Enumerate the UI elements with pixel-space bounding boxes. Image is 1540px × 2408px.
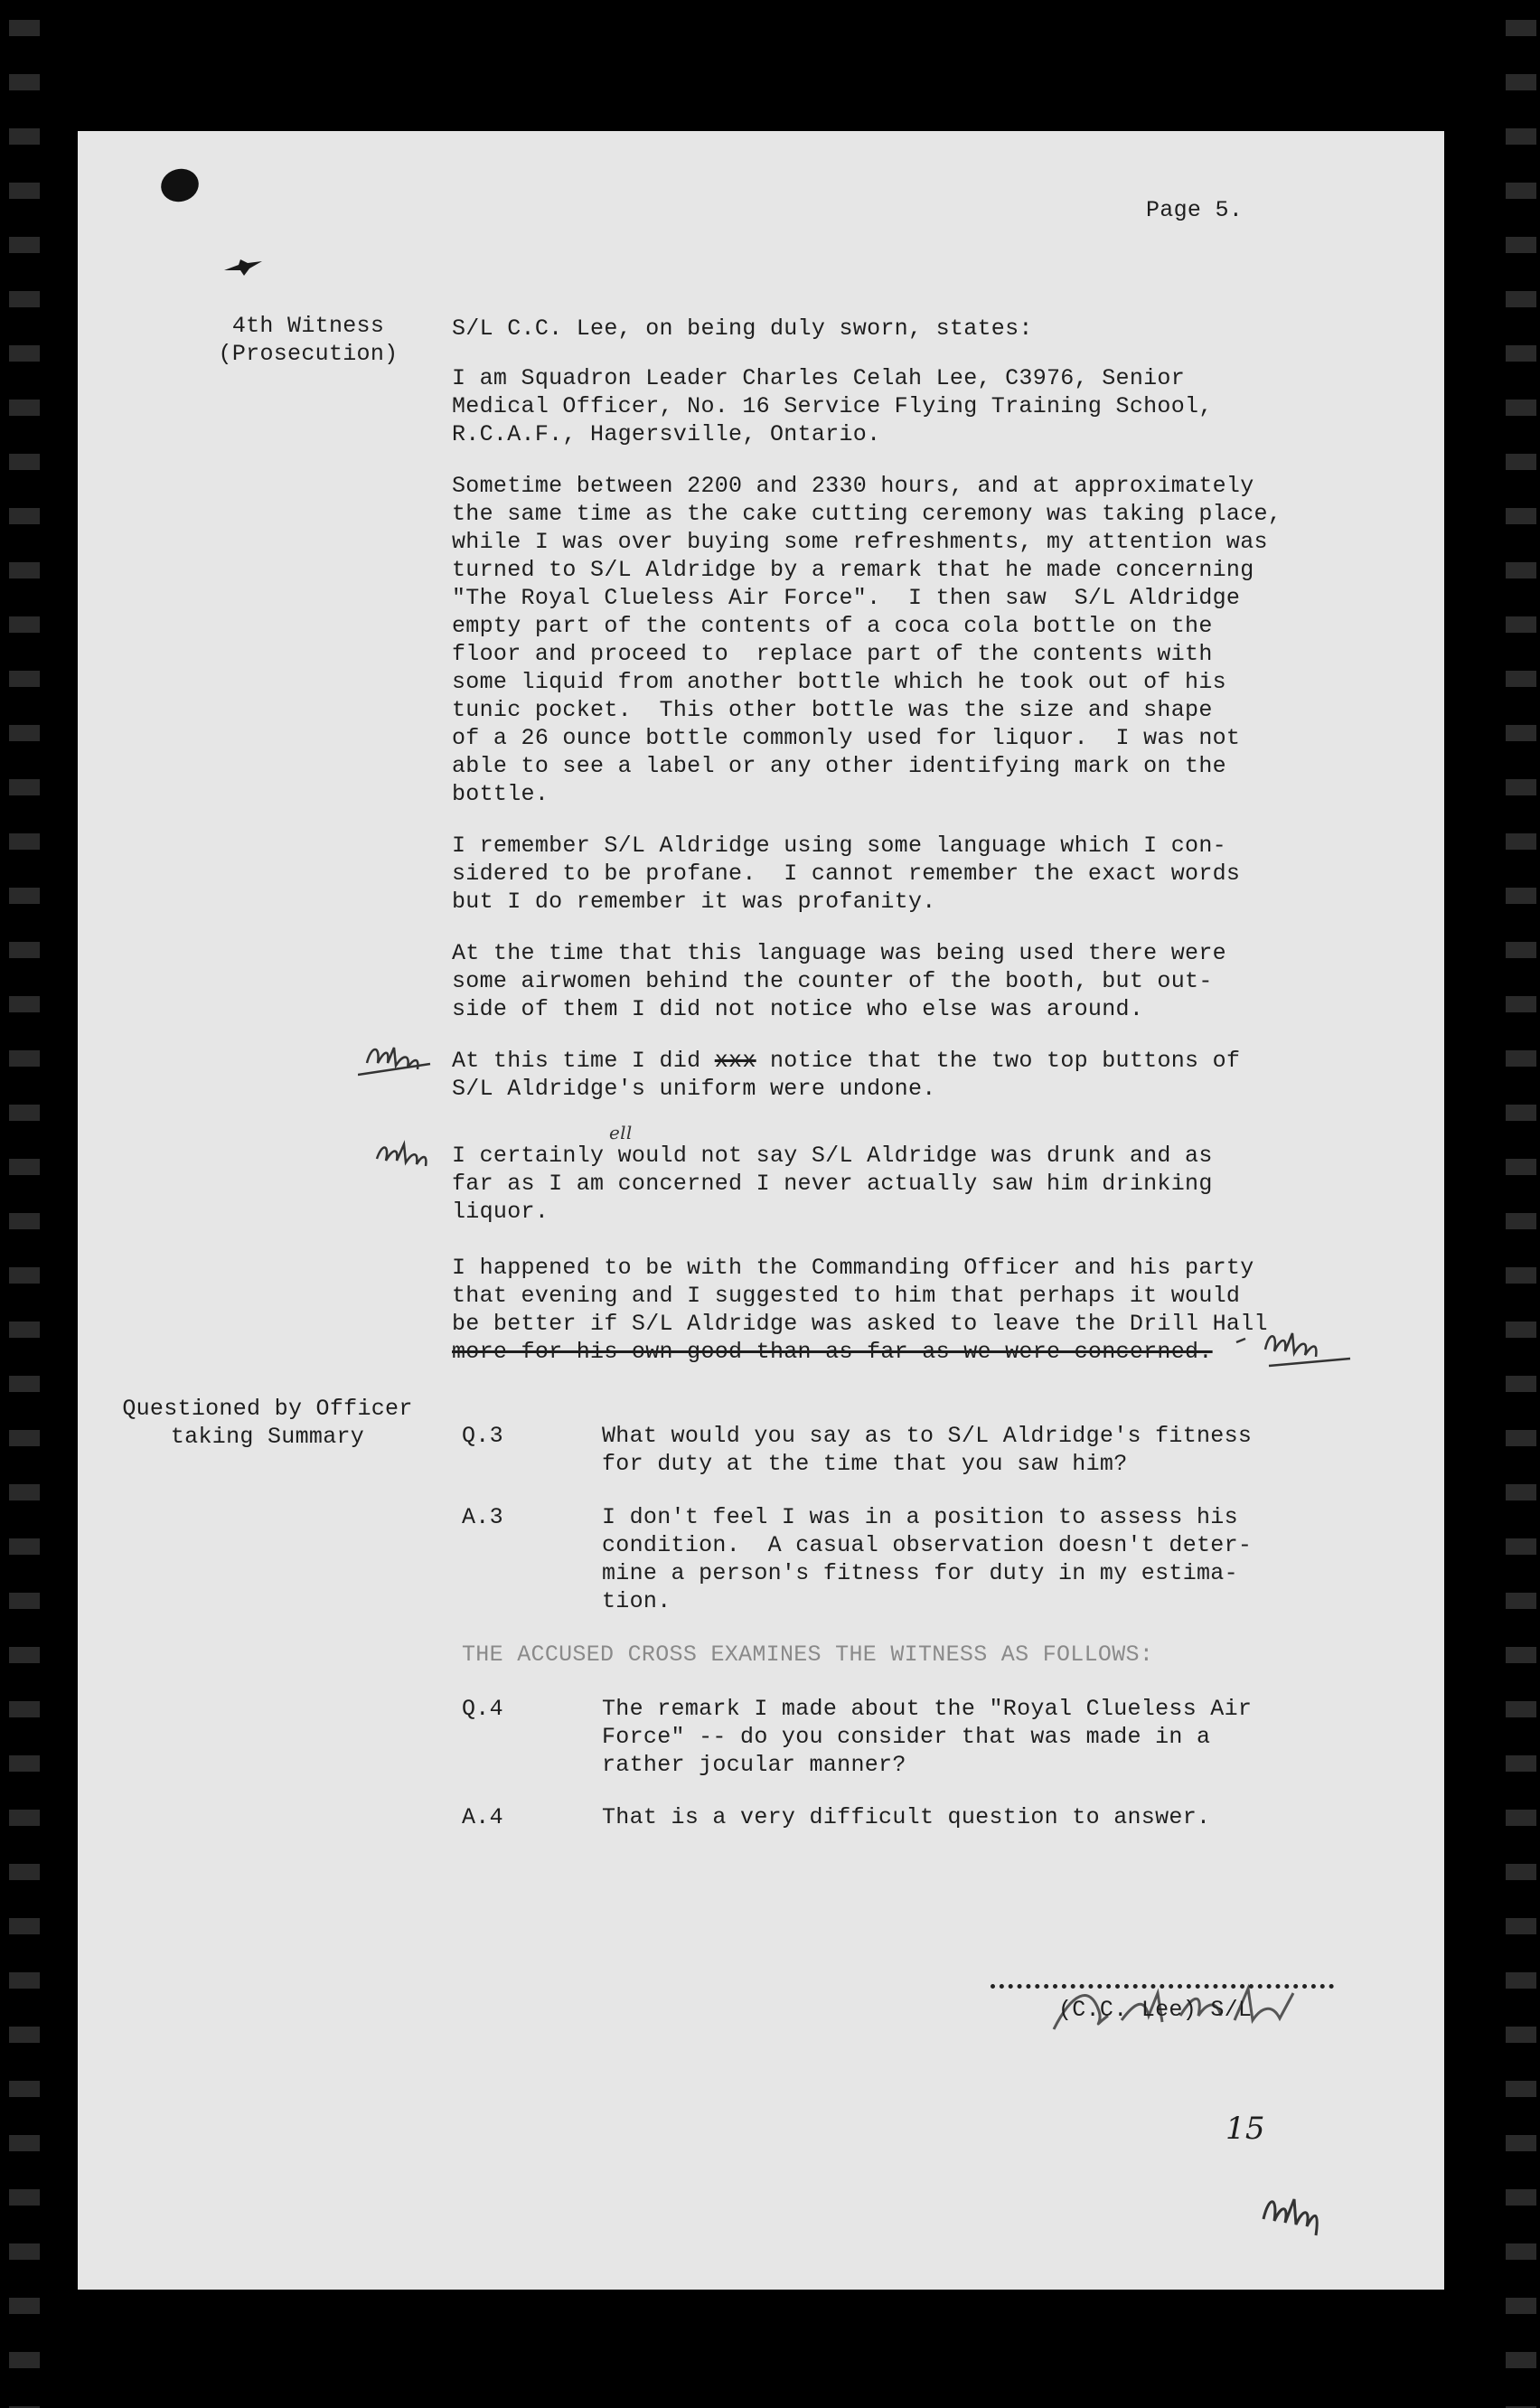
qa-line: What would you say as to S/L Aldridge's fitness bbox=[602, 1423, 1253, 1449]
paragraph-line-with-correction bbox=[452, 1047, 1240, 1075]
paragraph-line: tunic pocket. This other bottle was the size and shape bbox=[452, 697, 1213, 723]
document-page bbox=[78, 131, 1444, 2290]
paragraph-line: of a 26 ounce bottle commonly used for liquor. I was not bbox=[452, 725, 1241, 751]
punch-hole-mark bbox=[157, 165, 202, 206]
qa-line: tion. bbox=[602, 1588, 671, 1614]
handwritten-insert: ell bbox=[609, 1122, 633, 1143]
qa-line: mine a person's fitness for duty in my estima- bbox=[602, 1560, 1238, 1586]
text-run: notice that the two top buttons of bbox=[756, 1048, 1241, 1074]
qa-line: That is a very difficult question to answer. bbox=[602, 1804, 1211, 1830]
paragraph-line: "The Royal Clueless Air Force". I then saw S/L Aldridge bbox=[452, 585, 1241, 611]
paragraph-line: some liquid from another bottle which he took out of his bbox=[452, 669, 1226, 695]
paragraph-line: S/L Aldridge's uniform were undone. bbox=[452, 1076, 936, 1102]
signature-line bbox=[991, 1984, 1334, 1989]
paragraph-line: Medical Officer, No. 16 Service Flying Training School, bbox=[452, 393, 1213, 419]
paragraph-line: but I do remember it was profanity. bbox=[452, 889, 936, 915]
paragraph-line: turned to S/L Aldridge by a remark that he made concerning bbox=[452, 557, 1254, 583]
witness-label-line-1: 4th Witness bbox=[231, 313, 385, 339]
paragraph-line: while I was over buying some refreshments, my attention was bbox=[452, 529, 1268, 555]
qa-tag: A.4 bbox=[462, 1804, 503, 1830]
paragraph-line: side of them I did not notice who else was around. bbox=[452, 996, 1144, 1022]
questioned-label-line-2: taking Summary bbox=[170, 1424, 365, 1450]
paragraph-line: that evening and I suggested to him that perhaps it would bbox=[452, 1283, 1241, 1309]
ink-mark bbox=[222, 258, 264, 277]
paragraph-line: floor and proceed to replace part of the contents with bbox=[452, 641, 1213, 667]
qa-tag: Q.3 bbox=[462, 1423, 503, 1449]
paragraph-line: Sometime between 2200 and 2330 hours, and at approximately bbox=[452, 473, 1254, 499]
paragraph-line: be better if S/L Aldridge was asked to leave the Drill Hall bbox=[452, 1311, 1268, 1337]
film-strip-right bbox=[1506, 0, 1536, 2408]
paragraph-line: some airwomen behind the counter of the booth, but out- bbox=[452, 968, 1213, 994]
qa-line: Force" -- do you consider that was made in a bbox=[602, 1724, 1211, 1750]
paragraph-line: I happened to be with the Commanding Officer and his party bbox=[452, 1255, 1254, 1281]
paragraph-line: the same time as the cake cutting ceremony was taking place, bbox=[452, 501, 1282, 527]
paragraph-line: liquor. bbox=[452, 1199, 549, 1225]
witness-label-line-2: (Prosecution) bbox=[218, 341, 399, 367]
paragraph-line: far as I am concerned I never actually saw him drinking bbox=[452, 1171, 1213, 1197]
cross-examination-heading: THE ACCUSED CROSS EXAMINES THE WITNESS AS FOLLOWS: bbox=[462, 1641, 1154, 1668]
paragraph-line: able to see a label or any other identifying mark on the bbox=[452, 753, 1226, 779]
paragraph-line: empty part of the contents of a coca cola bottle on the bbox=[452, 613, 1213, 639]
page-number: Page 5. bbox=[1146, 197, 1244, 223]
qa-tag: Q.4 bbox=[462, 1696, 503, 1722]
paragraph-line: I remember S/L Aldridge using some language which I con- bbox=[452, 832, 1226, 859]
handwritten-initials bbox=[371, 1139, 444, 1175]
signature-caption: (C.C. Lee) S/L bbox=[1058, 1997, 1253, 2023]
paragraph-line: At the time that this language was being used there were bbox=[452, 940, 1226, 966]
qa-tag: A.3 bbox=[462, 1504, 503, 1530]
qa-line: I don't feel I was in a position to assess his bbox=[602, 1504, 1238, 1530]
folio-number: 15 bbox=[1225, 2111, 1265, 2147]
paragraph-line: R.C.A.F., Hagersville, Ontario. bbox=[452, 421, 881, 447]
paragraph-line: bottle. bbox=[452, 781, 549, 807]
paragraph-line: I certainly would not say S/L Aldridge was drunk and as bbox=[452, 1143, 1213, 1169]
struck-line: more for his own good than as far as we were concerned. bbox=[452, 1339, 1213, 1365]
qa-line: The remark I made about the "Royal Clueless Air bbox=[602, 1696, 1253, 1722]
handwritten-initials bbox=[1253, 2183, 1334, 2237]
text-run: At this time I did bbox=[452, 1048, 715, 1074]
witness-intro: S/L C.C. Lee, on being duly sworn, states: bbox=[452, 315, 1033, 342]
film-strip-left bbox=[9, 0, 40, 2408]
qa-line: rather jocular manner? bbox=[602, 1752, 906, 1778]
qa-line: condition. A casual observation doesn't deter- bbox=[602, 1532, 1253, 1558]
handwritten-initials bbox=[358, 1040, 439, 1077]
questioned-label-line-1: Questioned by Officer bbox=[122, 1396, 413, 1422]
qa-line: for duty at the time that you saw him? bbox=[602, 1451, 1128, 1477]
paragraph-line: sidered to be profane. I cannot remember the exact words bbox=[452, 861, 1241, 887]
handwritten-initials bbox=[1233, 1322, 1359, 1369]
struck-text: xxx bbox=[714, 1048, 756, 1074]
paragraph-line: I am Squadron Leader Charles Celah Lee, C3976, Senior bbox=[452, 365, 1186, 391]
